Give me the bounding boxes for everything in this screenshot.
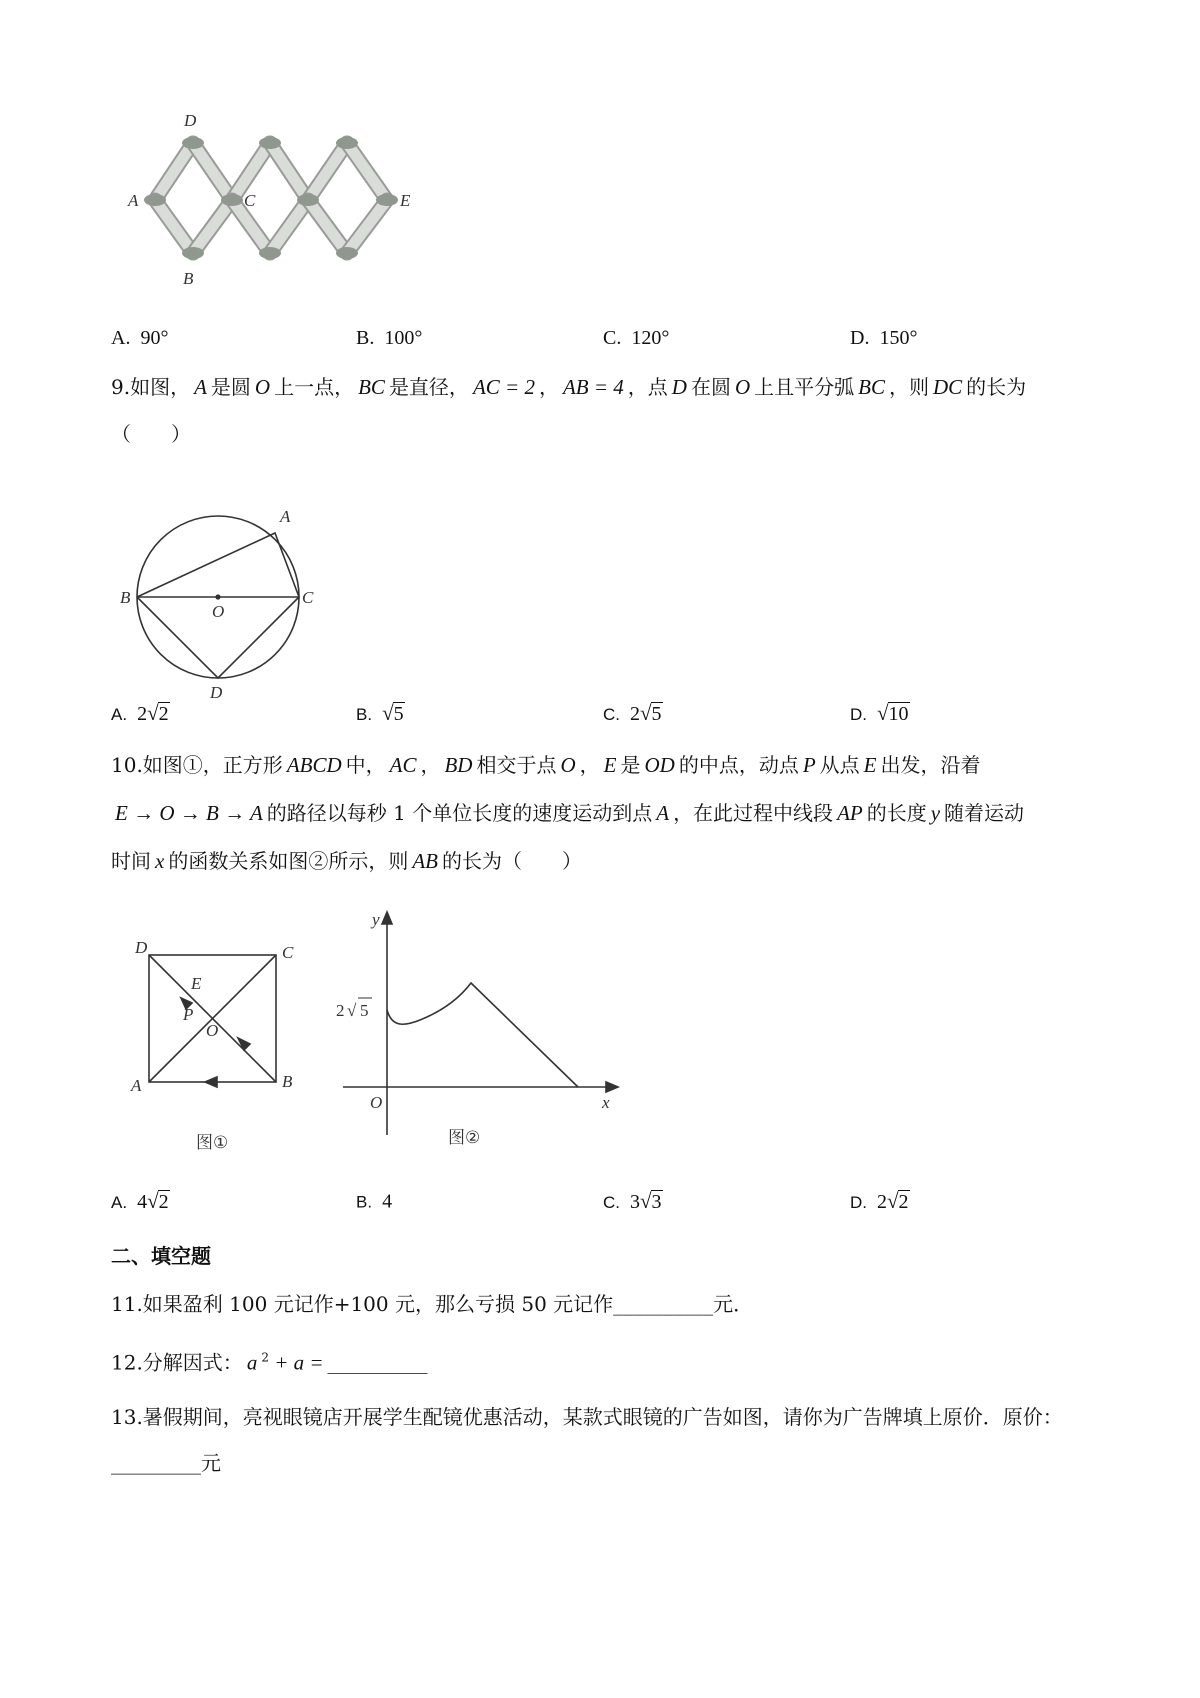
rod: [347, 200, 387, 253]
text-segment: 在圆: [690, 375, 731, 399]
sqrt-sign: √: [382, 701, 394, 725]
q13-suffix: 元: [201, 1451, 221, 1475]
answer-blank[interactable]: _________: [111, 1451, 201, 1475]
q11-suffix: 元．: [713, 1292, 754, 1316]
text-segment: 从点: [819, 753, 860, 777]
option-label: D.: [850, 705, 867, 724]
option-value: 120°: [631, 327, 670, 349]
option-b[interactable]: [356, 324, 422, 352]
label-C: C: [282, 943, 294, 962]
text-segment: 的函数关系如图②所示，则: [168, 849, 409, 873]
q10-stem-line-2: [111, 799, 1024, 827]
rod: [193, 200, 232, 253]
math-expression: D: [671, 375, 687, 399]
answer-blank[interactable]: __________: [327, 1350, 428, 1375]
math-expression: ABCD: [286, 753, 342, 777]
joint: [182, 137, 204, 149]
joint: [297, 194, 319, 206]
label-D: D: [210, 683, 223, 702]
joint: [376, 194, 398, 206]
label-D: D: [184, 111, 197, 130]
math-expression: E: [863, 753, 877, 777]
option-a[interactable]: [111, 324, 168, 352]
math-expression: P: [802, 753, 816, 777]
answer-paren: （ ）: [111, 422, 191, 446]
math-expression: AC = 2: [472, 375, 535, 399]
math-expression: OD: [644, 753, 675, 777]
text-segment: ，: [538, 375, 559, 399]
option-label: A.: [111, 327, 131, 349]
text-segment: 出发，沿着: [880, 753, 981, 777]
joint: [259, 247, 281, 259]
coefficient: 3: [630, 1191, 640, 1213]
rod: [155, 200, 193, 253]
option-value: 150°: [879, 327, 918, 349]
option-c[interactable]: [603, 324, 669, 352]
q12: [111, 1344, 428, 1377]
joint: [336, 137, 358, 149]
text-segment: ，在此过程中线段: [673, 801, 834, 825]
option-label: D.: [850, 1193, 867, 1212]
math-expression: DC: [932, 375, 963, 399]
text-segment: 的路径以每秒 1 个单位长度的速度运动到点: [266, 801, 653, 825]
radicand: 5: [651, 703, 662, 725]
text-segment: 相交于点: [476, 753, 557, 777]
text-segment: 的长度: [866, 801, 927, 825]
tick-coef: 2: [336, 1001, 345, 1020]
option-label: C.: [603, 327, 622, 349]
math-expression: E: [603, 753, 617, 777]
coefficient: 2: [877, 1191, 887, 1213]
math-expression: E → O → B → A: [115, 801, 263, 825]
sqrt-sign: √: [877, 701, 889, 725]
radicand: 5: [393, 703, 404, 725]
q10-stem-line-1: [111, 751, 980, 779]
option-c[interactable]: [603, 1187, 663, 1217]
label-E: E: [191, 974, 202, 993]
q10-figure-1: [130, 938, 294, 1153]
figure-caption: 图①: [196, 1133, 229, 1153]
rod: [308, 143, 347, 200]
label-C: C: [244, 191, 256, 210]
radicand: 10: [888, 703, 909, 725]
option-value: 100°: [384, 327, 423, 349]
radicand: 3: [651, 1191, 662, 1213]
radicand: 2: [158, 703, 169, 725]
math-expression: O: [734, 375, 751, 399]
coefficient: 4: [137, 1191, 148, 1213]
option-a[interactable]: [111, 699, 170, 729]
joint: [182, 247, 204, 259]
option-b[interactable]: [356, 1188, 392, 1217]
q11-text: 11.如果盈利 100 元记作+100 元，那么亏损 50 元记作: [111, 1292, 614, 1316]
math-expression: BC: [358, 375, 385, 399]
text-segment: 是: [620, 753, 641, 777]
math-expression: x: [155, 849, 165, 873]
q8-rod-figure: [127, 111, 411, 288]
math-expression: BD: [444, 753, 473, 777]
q13: 13.暑假期间，亮视眼镜店开展学生配镜优惠活动，某款式眼镜的广告如图，请你为广告牌填上原价．原价：: [111, 1405, 1063, 1429]
joint: [336, 247, 358, 259]
text-segment: 上且平分弧: [754, 375, 855, 399]
answer-blank[interactable]: __________: [613, 1292, 714, 1316]
label-P: P: [183, 1005, 194, 1024]
rod: [308, 200, 347, 253]
text-segment: 的长为（ ）: [441, 849, 582, 873]
text-segment: 9.如图，: [111, 375, 191, 399]
q13-answer: [111, 1449, 221, 1477]
math-expression: AP: [837, 801, 863, 825]
sqrt-sign: √: [640, 701, 652, 725]
joint: [144, 194, 166, 206]
text-segment: 是圆: [210, 375, 251, 399]
radicand: 2: [898, 1191, 909, 1213]
option-d[interactable]: [850, 699, 910, 729]
tick-radicand: 5: [360, 1001, 369, 1020]
label-A: A: [280, 507, 291, 526]
text-segment: ，: [420, 753, 441, 777]
math-expression: A: [656, 801, 670, 825]
sqrt-sign: √: [640, 1189, 652, 1213]
text-segment: 上一点，: [274, 375, 355, 399]
text-segment: 是直径，: [388, 375, 469, 399]
label-B: B: [183, 269, 194, 288]
option-d[interactable]: [850, 324, 917, 352]
math-expression: y: [930, 801, 941, 825]
label-E: E: [400, 191, 411, 210]
option-a[interactable]: [111, 1187, 170, 1217]
text-segment: 随着运动: [944, 801, 1025, 825]
option-value: 90°: [140, 327, 169, 349]
math-expression: AC: [389, 753, 417, 777]
option-label: A.: [111, 705, 128, 724]
text-segment: 中，: [345, 753, 386, 777]
label-D: D: [135, 938, 148, 957]
label-B: B: [120, 588, 131, 607]
option-label: B.: [356, 327, 375, 349]
joint: [221, 194, 243, 206]
text-segment: ，: [579, 753, 600, 777]
section-heading: 二、填空题: [111, 1244, 211, 1268]
text-segment: ，则: [888, 375, 929, 399]
math-expression: BC: [858, 375, 885, 399]
math-expression: + a =: [268, 1350, 324, 1375]
rod: [270, 200, 308, 253]
rod: [270, 143, 308, 200]
math-var: a: [246, 1350, 258, 1375]
label-O: O: [212, 602, 225, 621]
sqrt-sign: √: [887, 1189, 899, 1213]
math-expression: A: [194, 375, 207, 399]
label-A: A: [128, 191, 139, 210]
option-c[interactable]: [603, 699, 663, 729]
option-d[interactable]: [850, 1187, 910, 1217]
figure-caption: 图②: [448, 1128, 481, 1148]
text-segment: 时间: [111, 849, 151, 873]
math-expression: AB: [412, 849, 438, 873]
sqrt-sign: √: [347, 1001, 357, 1020]
text-segment: 10.如图①，正方形: [111, 753, 283, 777]
radicand: 2: [158, 1191, 169, 1213]
option-label: D.: [850, 327, 870, 349]
rod: [193, 143, 232, 200]
label-B: B: [282, 1072, 293, 1091]
x-axis-label: x: [602, 1093, 610, 1112]
q10-figure-2-graph: [336, 910, 618, 1148]
option-b[interactable]: [356, 699, 405, 729]
rod: [155, 143, 193, 200]
exponent: 2: [261, 1350, 269, 1365]
rod: [347, 143, 387, 200]
text-segment: 的中点，动点: [678, 753, 799, 777]
math-expression: O: [254, 375, 271, 399]
option-label: C.: [603, 1193, 620, 1212]
q9-circle-figure: [120, 507, 314, 702]
option-label: C.: [603, 705, 620, 724]
q11: [111, 1290, 753, 1318]
label-O: O: [206, 1021, 219, 1040]
q9-stem: [111, 373, 1026, 401]
option-label: B.: [356, 705, 373, 724]
math-expression: O: [560, 753, 576, 777]
label-A: A: [131, 1076, 142, 1095]
math-expression: AB = 4: [562, 375, 624, 399]
origin-label: O: [370, 1093, 383, 1112]
text-segment: 的长为: [966, 375, 1027, 399]
coefficient: 4: [382, 1190, 393, 1213]
sqrt-sign: √: [147, 701, 159, 725]
coefficient: 2: [137, 703, 148, 725]
text-segment: ，点: [627, 375, 668, 399]
coefficient: 2: [630, 703, 640, 725]
q12-text: 12.分解因式：: [111, 1350, 243, 1375]
y-axis-label: y: [372, 910, 380, 929]
q10-stem-line-3: [111, 847, 582, 875]
label-C: C: [302, 588, 314, 607]
option-label: A.: [111, 1193, 128, 1212]
sqrt-sign: √: [147, 1189, 159, 1213]
option-label: B.: [356, 1192, 373, 1212]
joint: [259, 137, 281, 149]
